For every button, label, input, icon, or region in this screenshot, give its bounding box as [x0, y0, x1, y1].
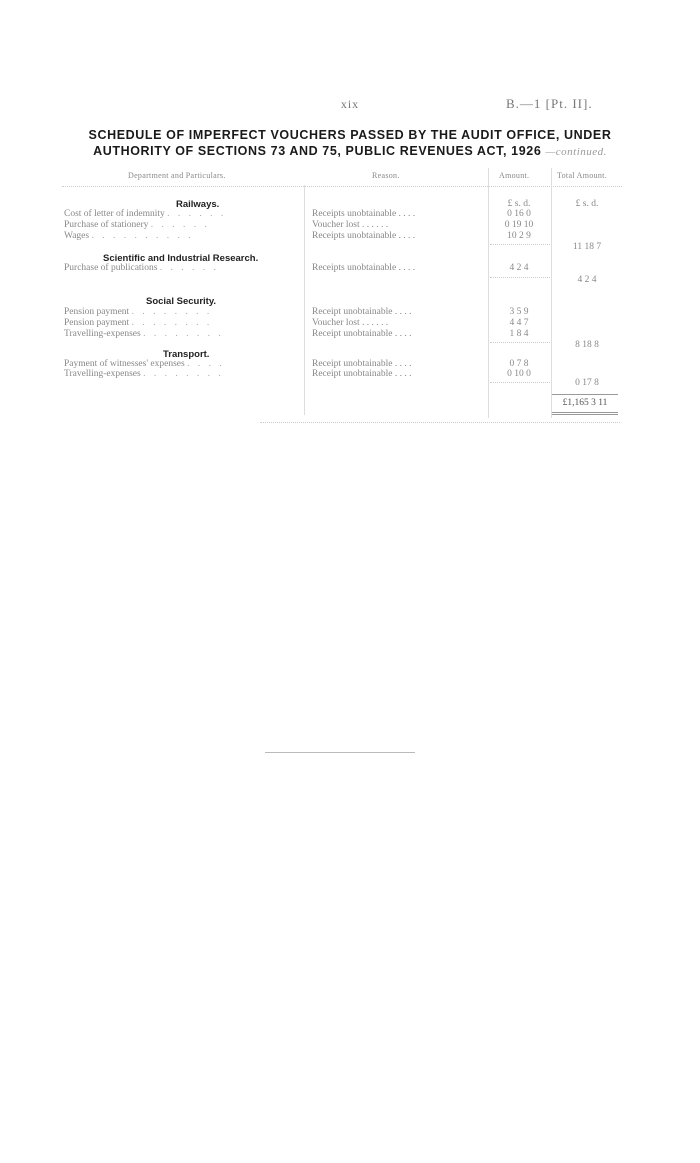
- reason-row: [312, 263, 415, 273]
- leader-dots: . . . . . .: [361, 318, 389, 328]
- leader-dots: . . . . . . . .: [143, 369, 224, 379]
- col-header-reason: Reason.: [372, 171, 400, 180]
- amount-currency-header: £ s. d.: [507, 199, 531, 209]
- particular-text: Travelling-expenses: [64, 369, 141, 379]
- grand-total-top-rule: [552, 394, 618, 395]
- particular-row: [64, 220, 210, 230]
- particular-row: [64, 263, 219, 273]
- section-total-transport: 0 17 8: [575, 378, 599, 388]
- amount-cell: 0 10 0: [507, 369, 531, 379]
- reason-text: Receipt unobtainable: [312, 369, 393, 379]
- section-total-railways: 11 18 7: [572, 242, 602, 252]
- section-heading-scientific-research: Scientific and Industrial Research.: [103, 253, 259, 264]
- leader-dots: . . . . . . . .: [131, 318, 213, 328]
- subtotal-rule: [490, 342, 550, 343]
- leader-dots: . . . .: [398, 209, 416, 219]
- column-divider-amount: [488, 168, 489, 418]
- leader-dots: . . . . . .: [167, 209, 227, 219]
- particular-text: Travelling-expenses: [64, 329, 141, 339]
- reason-text: Voucher lost: [312, 318, 360, 328]
- reason-row: [312, 329, 411, 339]
- leader-dots: . . . .: [394, 329, 412, 339]
- amount-cell: 4 2 4: [509, 263, 529, 273]
- grand-total-double-rule: [552, 414, 618, 415]
- subtotal-rule: [490, 382, 550, 383]
- leader-dots: . . . . . . . .: [131, 307, 213, 317]
- reason-text: Receipt unobtainable: [312, 329, 393, 339]
- leader-dots: . . . . . .: [159, 263, 219, 273]
- col-header-total-amount: Total Amount.: [557, 171, 608, 180]
- particular-row: [64, 307, 212, 317]
- table-bottom-rule: [260, 422, 620, 423]
- leader-dots: . . . . . . . .: [143, 329, 224, 339]
- title-line-2-text: AUTHORITY OF SECTIONS 73 AND 75, PUBLIC REVENUES ACT, 1926: [93, 144, 542, 158]
- particular-text: Cost of letter of indemnity: [64, 209, 165, 219]
- reason-row: [312, 220, 388, 230]
- reason-text: Receipts unobtainable: [312, 263, 397, 273]
- title-line-2: [60, 143, 640, 160]
- reason-text: Receipt unobtainable: [312, 359, 393, 369]
- amount-cell: 3 5 9: [509, 307, 529, 317]
- reason-row: [312, 307, 411, 317]
- col-header-particulars: Department and Particulars.: [128, 171, 226, 180]
- leader-dots: . . . .: [187, 359, 225, 369]
- particular-text: Purchase of stationery: [64, 220, 149, 230]
- amount-cell: 1 8 4: [509, 329, 529, 339]
- page-reference: B.—1 [Pt. II].: [506, 96, 593, 111]
- reason-row: [312, 318, 388, 328]
- amount-cell: 0 16 0: [507, 209, 531, 219]
- title-line-1: SCHEDULE OF IMPERFECT VOUCHERS PASSED BY THE AUDIT OFFICE, UNDER: [88, 128, 612, 142]
- subtotal-rule: [490, 277, 550, 278]
- document-title: [60, 127, 640, 160]
- column-divider-total: [551, 168, 552, 418]
- particular-text: Purchase of publications: [64, 263, 158, 273]
- leader-dots: . . . .: [398, 231, 416, 241]
- particular-row: [64, 318, 212, 328]
- total-currency-header: £ s. d.: [575, 199, 599, 209]
- reason-row: [312, 369, 411, 379]
- section-heading-transport: Transport.: [163, 349, 210, 360]
- particular-row: [64, 359, 225, 369]
- reason-row: [312, 231, 415, 241]
- particular-text: Wages: [64, 231, 90, 241]
- particular-text: Pension payment: [64, 318, 130, 328]
- amount-cell: 0 7 8: [509, 359, 529, 369]
- particular-text: Payment of witnesses' expenses: [64, 359, 185, 369]
- amount-cell: 10 2 9: [507, 231, 531, 241]
- section-total-social-security: 8 18 8: [575, 340, 599, 350]
- leader-dots: . . . . . .: [361, 220, 389, 230]
- particular-text: Pension payment: [64, 307, 130, 317]
- section-total-scientific-research: 4 2 4: [577, 275, 597, 285]
- grand-total-rule: [552, 412, 618, 413]
- reason-row: [312, 359, 411, 369]
- col-header-amount: Amount.: [499, 171, 530, 180]
- leader-dots: . . . .: [394, 359, 412, 369]
- header-rule: [62, 186, 622, 187]
- title-continued: —continued.: [545, 146, 607, 158]
- amount-cell: 0 19 10: [504, 220, 534, 230]
- particular-row: [64, 209, 226, 219]
- reason-text: Receipt unobtainable: [312, 307, 393, 317]
- particular-row: [64, 329, 224, 339]
- leader-dots: . . . . . .: [150, 220, 210, 230]
- reason-text: Voucher lost: [312, 220, 360, 230]
- amount-cell: 4 4 7: [509, 318, 529, 328]
- section-heading-social-security: Social Security.: [146, 296, 217, 307]
- leader-dots: . . . .: [398, 263, 416, 273]
- page-number: xix: [340, 97, 360, 111]
- particular-row: [64, 231, 194, 241]
- column-divider-reason: [304, 185, 305, 415]
- subtotal-rule: [490, 244, 550, 245]
- reason-text: Receipts unobtainable: [312, 231, 397, 241]
- end-rule: [265, 752, 415, 753]
- particular-row: [64, 369, 224, 379]
- reason-text: Receipts unobtainable: [312, 209, 397, 219]
- leader-dots: . . . .: [394, 369, 412, 379]
- leader-dots: . . . .: [394, 307, 412, 317]
- reason-row: [312, 209, 415, 219]
- grand-total: £1,165 3 11: [562, 398, 608, 408]
- section-heading-railways: Railways.: [176, 199, 220, 210]
- leader-dots: . . . . . . . . . .: [91, 231, 194, 241]
